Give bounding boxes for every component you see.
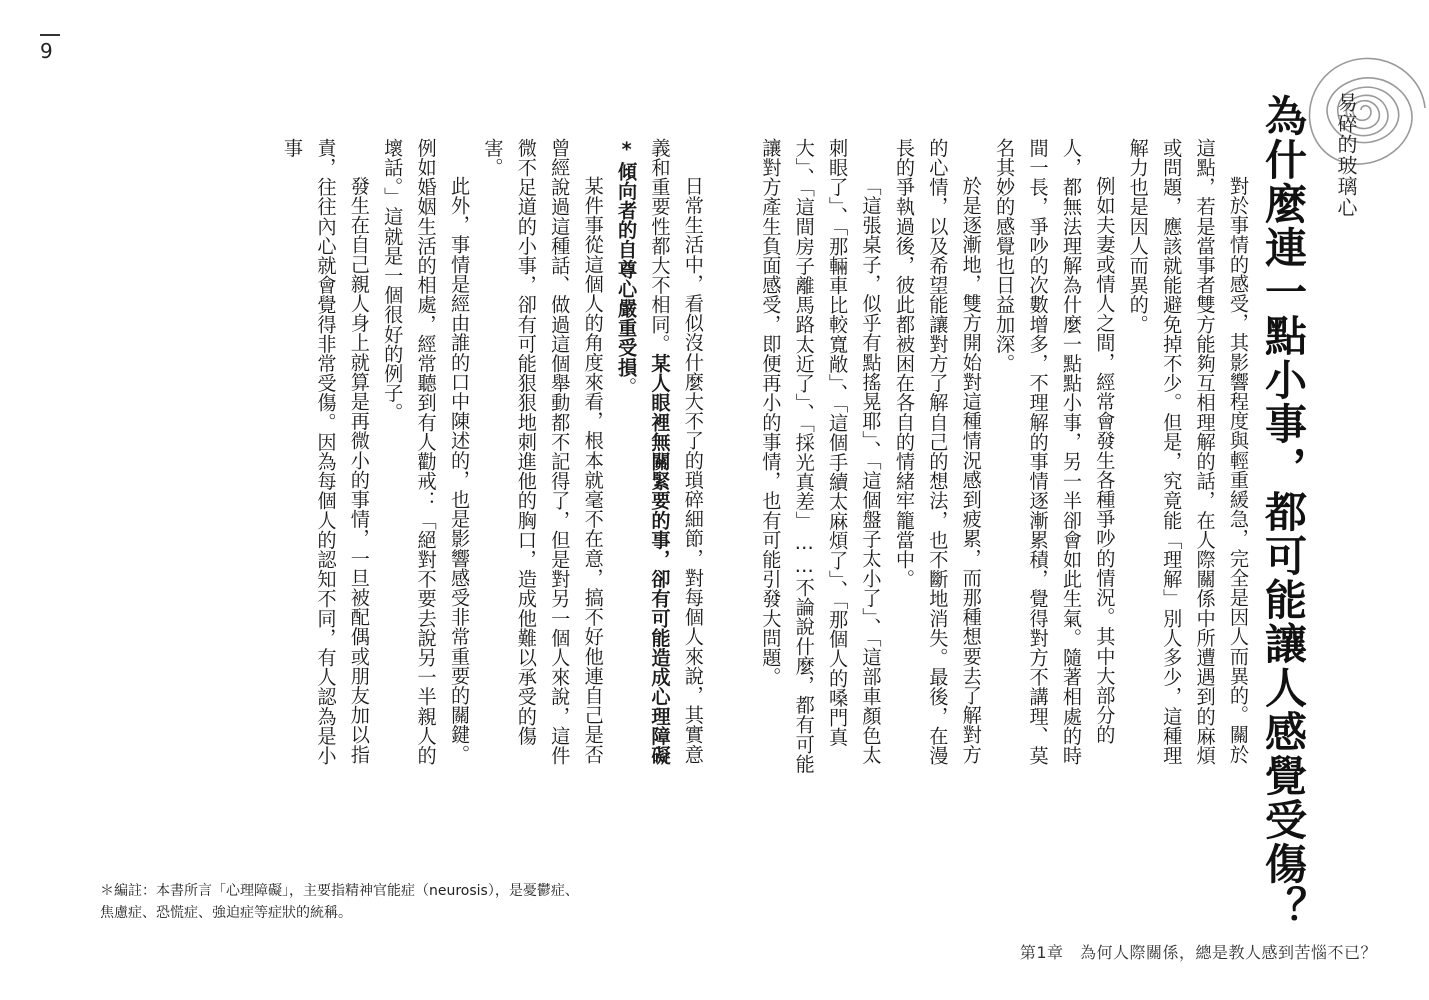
footnote-line: 焦慮症、恐慌症、強迫症等症狀的統稱。 [100, 905, 352, 921]
paragraph-text: 此外，事情是經由誰的口中陳述的，也是影響感受非常重要的關鍵。例如婚姻生活的相處，經常聽到有人勸戒：「絕對不要去說另一半親人的壞話。」這就是一個很好的例子。 [381, 138, 472, 766]
paragraph [476, 138, 610, 778]
paragraph-text: 「這張桌子，似乎有點搖晃耶」、「這個盤子太小了」、「這部車顏色太刺眼了」、「那輛車比較寬敞」、「這個手續太麻煩了」、「那個人的嗓門真大」、「這間房子離馬路太近了」、「採光真差」……不論說什麼，都有可能讓對方產生負面感受，即便再小的事情，也有可能引發大問題。 [759, 138, 883, 774]
paragraph [376, 138, 476, 778]
footnote [100, 880, 640, 924]
paragraph [754, 138, 888, 778]
paragraph-text: 日常生活中，看似沒什麼大不了的瑣碎細節，對每個人來說，其實意義和重要性都大不相同。 [648, 138, 705, 765]
page-number-block [40, 34, 60, 62]
paragraph [988, 138, 1122, 778]
paragraph [1121, 138, 1255, 778]
paragraph-text: 於是逐漸地，雙方開始對這種情況感到疲累，而那種想要去了解對方的心情，以及希望能讓對方了解自己的想法，也不斷地消失。最後，在漫長的爭執過後，彼此都被困在各自的情緒牢籠當中。 [892, 138, 983, 766]
paragraph-text: 例如夫妻或情人之間，經常會發生各種爭吵的情況。其中大部分的人，都無法理解為什麼一點點小事，另一半卻會如此生氣。隨著相處的時間一長，爭吵的次數增多，不理解的事情逐漸累積，覺得對方不講理、莫名其妙的感覺也日益加深。 [993, 138, 1117, 766]
paragraph-text: 發生在自己親人身上就算是再微小的事情，一旦被配偶或朋友加以指責，往往內心就會覺得非常受傷。因為每個人的認知不同，有人認為是小事 [281, 138, 371, 766]
series-label: 易碎的玻璃心 [1334, 92, 1358, 218]
paragraph [276, 138, 376, 778]
footnote-line: ＊編註：本書所言「心理障礙」，主要指精神官能症（neurosis），是憂鬱症、 [100, 883, 579, 899]
page-title: 為什麼連一點小事，都可能讓人感覺受傷？ [1259, 94, 1308, 930]
body-text [204, 138, 1255, 778]
page-number: 9 [40, 39, 53, 63]
paragraph-text: 。 [615, 377, 639, 397]
emphasis-text: 某人眼裡無關緊要的事，卻有可能造成心理障礙*傾向者的自尊心嚴重受損 [615, 138, 672, 766]
paragraph-text: 對於事情的感受，其影響程度與輕重緩急，完全是因人而異的。關於這點，若是當事者雙方能夠互相理解的話，在人際關係中所遭遇到的麻煩或問題，應該就能避免掉不少。但是，究竟能「理解」別人多少，這種理解力也是因人而異的。 [1126, 138, 1250, 766]
page-number-rule [40, 34, 60, 36]
paragraph-text: 某件事從這個人的角度來看，根本就毫不在意，搞不好他連自己是否曾經說過這種話、做過這個舉動都不記得了，但是對另一個人來說，這件微不足道的小事，卻有可能狠狠地刺進他的胸口，造成他難以承受的傷害。 [481, 138, 605, 766]
paragraph [888, 138, 988, 778]
paragraph [610, 138, 710, 778]
chapter-running-footer: 第1章 為何人際關係，總是教人感到苦惱不已？ [1019, 943, 1377, 962]
